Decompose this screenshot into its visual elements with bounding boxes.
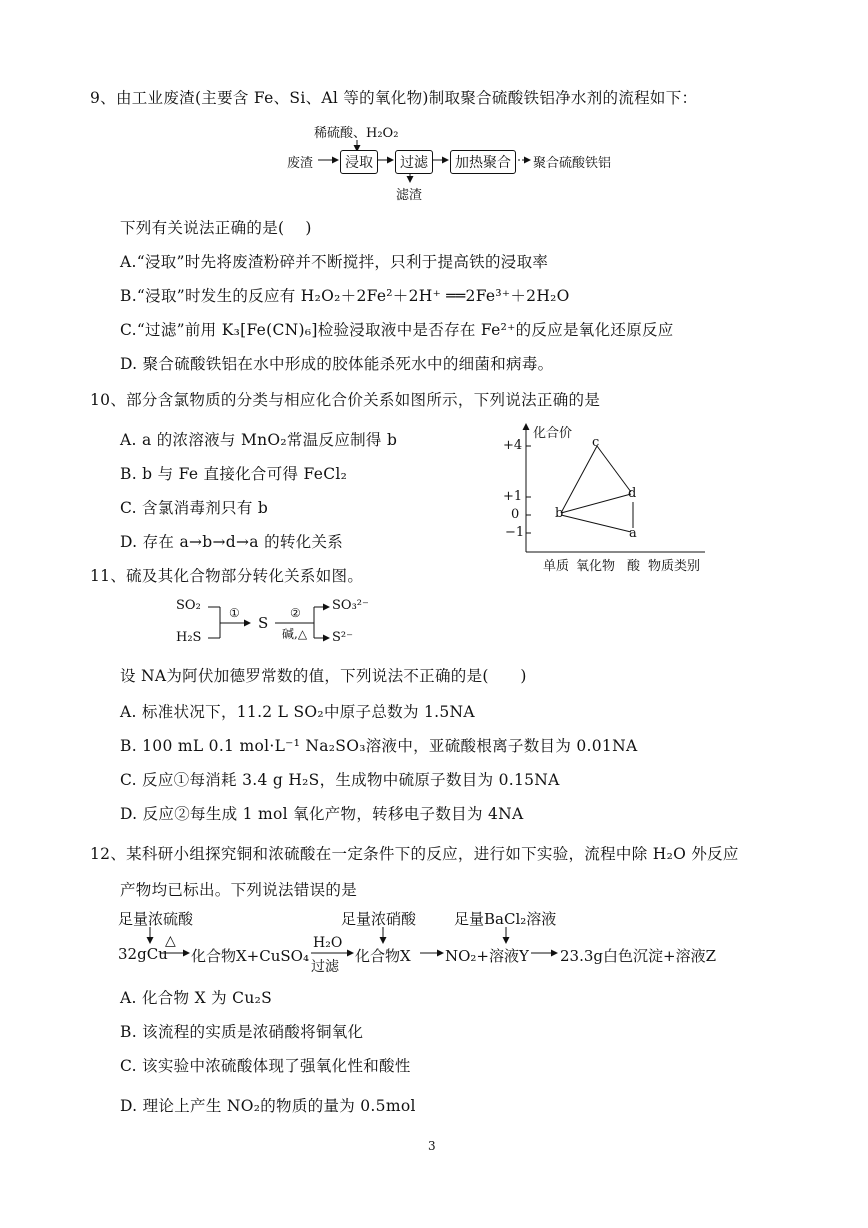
- q11-sulfur: S: [258, 614, 269, 632]
- q9-byproduct: 滤渣: [396, 188, 423, 203]
- q12-cond-heat: △: [165, 933, 176, 949]
- q12-title-cont: 产物均已标出。下列说法错误的是: [120, 881, 358, 899]
- q9-step-filter: 过滤: [395, 150, 433, 174]
- q10-point-b: b: [555, 506, 564, 521]
- q9-option-c: C.“过滤”前用 K₃[Fe(CN)₆]检验浸取液中是否存在 Fe²⁺的反应是氧化还原反应: [120, 321, 674, 339]
- q10-option-b: B. b 与 Fe 直接化合可得 FeCl₂: [120, 465, 348, 483]
- q11-so2: SO₂: [176, 598, 201, 613]
- q12-title: 12、某科研小组探究铜和浓硫酸在一定条件下的反应，进行如下实验，流程中除 H₂O 外反应: [90, 845, 739, 863]
- q12-option-d: D. 理论上产生 NO₂的物质的量为 0.5mol: [120, 1097, 416, 1115]
- q12-compound-x: 化合物X: [355, 947, 411, 965]
- q10-ytick-0: 0: [511, 507, 520, 522]
- q10-title: 10、部分含氯物质的分类与相应化合价关系如图所示，下列说法正确的是: [90, 391, 601, 409]
- q10-xlabel-element: 单质: [543, 559, 570, 574]
- q10-graph-ylabel: 化合价: [533, 426, 573, 441]
- q9-product: 聚合硫酸铁铝: [533, 156, 612, 171]
- page-number: 3: [428, 1139, 436, 1153]
- q9-reagent: 稀硫酸、H₂O₂: [314, 126, 399, 141]
- q10-xlabel-oxide: 氧化物: [576, 559, 616, 574]
- q11-option-b: B. 100 mL 0.1 mol·L⁻¹ Na₂SO₃溶液中，亚硫酸根离子数目为 0.01NA: [120, 737, 638, 755]
- q11-option-a: A. 标准状况下，11.2 L SO₂中原子总数为 1.5NA: [120, 703, 475, 721]
- q9-title: 9、由工业废渣(主要含 Fe、Si、Al 等的氧化物)制取聚合硫酸铁铝净水剂的流程如下：: [90, 89, 698, 107]
- q10-ytick-plus4: +4: [503, 438, 523, 453]
- q10-xlabel-category: 物质类别: [648, 559, 701, 574]
- q11-step1: ①: [229, 606, 240, 620]
- q9-option-a: A.“浸取”时先将废渣粉碎并不断搅拌，只利于提高铁的浸取率: [120, 253, 549, 271]
- q10-point-d: d: [628, 486, 637, 501]
- q10-ytick-plus1: +1: [503, 489, 523, 504]
- q9-step-heat: 加热聚合: [450, 150, 516, 174]
- q11-option-d: D. 反应②每生成 1 mol 氧化产物，转移电子数目为 4NA: [120, 805, 524, 823]
- q11-h2s: H₂S: [176, 630, 202, 645]
- q11-sulfide: S²⁻: [332, 630, 353, 645]
- q11-stem: 设 NA为阿伏加德罗常数的值，下列说法不正确的是( ): [120, 667, 527, 685]
- q11-option-c: C. 反应①每消耗 3.4 g H₂S，生成物中硫原子数目为 0.15NA: [120, 771, 560, 789]
- q10-point-c: c: [592, 435, 600, 450]
- q12-cond-water: H₂O: [313, 935, 343, 951]
- q11-sulfite: SO₃²⁻: [332, 598, 369, 613]
- q12-reagent-hno3: 足量浓硝酸: [341, 910, 417, 928]
- q10-xlabel-acid: 酸: [627, 559, 641, 574]
- q12-product1: 化合物X+CuSO₄: [191, 947, 309, 965]
- q12-start-cu: 32gCu: [118, 945, 168, 963]
- q9-step-leach: 浸取: [340, 150, 378, 174]
- q9-option-b: B.“浸取”时发生的反应有 H₂O₂＋2Fe²＋2H⁺ ══2Fe³⁺＋2H₂O: [120, 287, 570, 305]
- q11-title: 11、硫及其化合物部分转化关系如图。: [90, 567, 364, 585]
- q12-option-a: A. 化合物 X 为 Cu₂S: [120, 989, 273, 1007]
- q10-option-c: C. 含氯消毒剂只有 b: [120, 499, 269, 517]
- q12-option-c: C. 该实验中浓硫酸体现了强氧化性和酸性: [120, 1057, 411, 1075]
- q12-cond-filter: 过滤: [311, 959, 339, 975]
- q12-reagent-h2so4: 足量浓硫酸: [118, 910, 194, 928]
- q10-point-a: a: [629, 526, 637, 541]
- q12-option-b: B. 该流程的实质是浓硝酸将铜氧化: [120, 1023, 364, 1041]
- q9-stem: 下列有关说法正确的是( ): [120, 219, 312, 237]
- q10-ytick-minus1: −1: [505, 525, 525, 540]
- q10-option-a: A. a 的浓溶液与 MnO₂常温反应制得 b: [120, 431, 398, 449]
- q9-option-d: D. 聚合硫酸铁铝在水中形成的胶体能杀死水中的细菌和病毒。: [120, 355, 554, 373]
- q11-condition: 碱,△: [282, 627, 308, 641]
- q11-step2: ②: [290, 606, 301, 620]
- q9-start: 废渣: [287, 156, 314, 171]
- q12-precipitate-z: 23.3g白色沉淀+溶液Z: [560, 947, 716, 965]
- q10-option-d: D. 存在 a→b→d→a 的转化关系: [120, 533, 344, 551]
- q12-no2-solution-y: NO₂+溶液Y: [445, 947, 529, 965]
- q12-reagent-bacl2: 足量BaCl₂溶液: [454, 910, 557, 928]
